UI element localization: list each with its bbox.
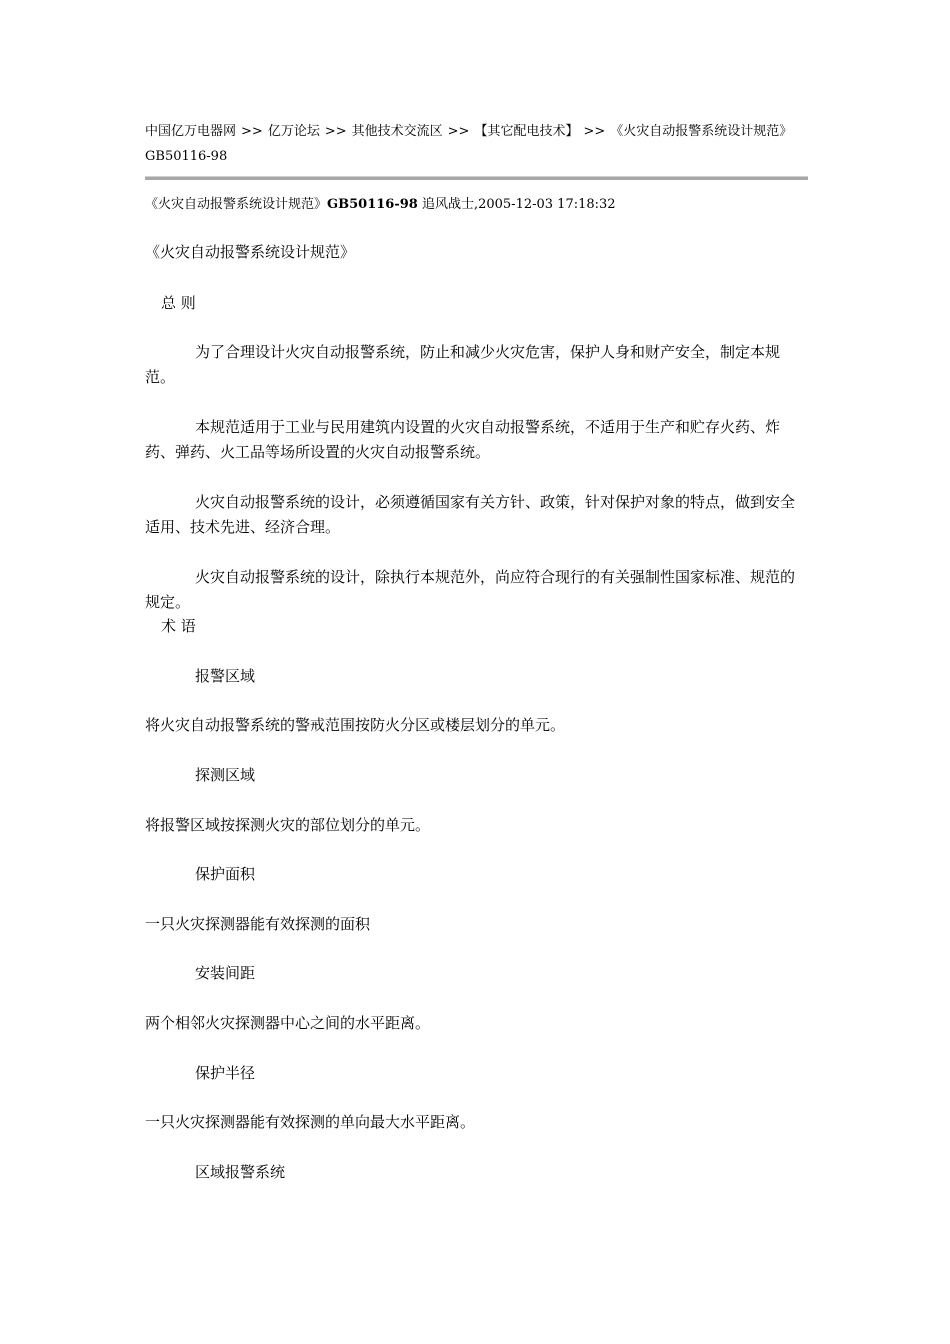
term-definition: 一只火灾探测器能有效探测的单向最大水平距离。 bbox=[145, 1113, 476, 1131]
term-heading: 探测区域 bbox=[195, 766, 256, 784]
term-definition: 将报警区域按探测火灾的部位划分的单元。 bbox=[145, 816, 431, 834]
doc-title: 《火灾自动报警系统设计规范》 bbox=[145, 243, 356, 261]
term-heading: 保护半径 bbox=[195, 1064, 256, 1082]
paragraph-4: 火灾自动报警系统的设计，除执行本规范外，尚应符合现行的有关强制性国家标准、规范的规定。 bbox=[145, 568, 796, 611]
breadcrumb-board-link[interactable]: 其他技术交流区 bbox=[351, 124, 443, 139]
breadcrumb-separator: >> bbox=[324, 124, 347, 139]
term-heading: 保护面积 bbox=[195, 865, 256, 883]
post-title-prefix: 《火灾自动报警系统设计规范》 bbox=[145, 197, 328, 212]
post-title-code: GB50116-98 bbox=[327, 197, 418, 212]
breadcrumb bbox=[145, 119, 808, 169]
header-divider bbox=[145, 176, 808, 180]
breadcrumb-separator: >> bbox=[583, 124, 606, 139]
term-definition: 一只火灾探测器能有效探测的面积 bbox=[145, 915, 371, 933]
paragraph-3: 火灾自动报警系统的设计，必须遵循国家有关方针、政策，针对保护对象的特点，做到安全适用、技术先进、经济合理。 bbox=[145, 493, 796, 536]
section-heading-terms: 术 语 bbox=[161, 617, 196, 635]
term-definition: 两个相邻火灾探测器中心之间的水平距离。 bbox=[145, 1014, 431, 1032]
breadcrumb-topic-link[interactable]: 《火灾自动报警系统设计规范》GB50116-98 bbox=[145, 124, 793, 164]
term-heading: 区域报警系统 bbox=[195, 1163, 286, 1181]
term-heading: 报警区域 bbox=[195, 667, 256, 685]
section-heading-general: 总 则 bbox=[161, 294, 196, 312]
breadcrumb-forum-link[interactable]: 亿万论坛 bbox=[267, 124, 320, 139]
term-definition: 将火灾自动报警系统的警戒范围按防火分区或楼层划分的单元。 bbox=[145, 716, 566, 734]
paragraph-1: 为了合理设计火灾自动报警系统，防止和减少火灾危害，保护人身和财产安全，制定本规范。 bbox=[145, 343, 781, 386]
post-author-time: 追风战士,2005-12-03 17:18:32 bbox=[421, 197, 616, 212]
breadcrumb-home-link[interactable]: 中国亿万电器网 bbox=[145, 124, 237, 139]
breadcrumb-subboard-link[interactable]: 【其它配电技术】 bbox=[474, 124, 579, 139]
term-heading: 安装间距 bbox=[195, 964, 256, 982]
paragraph-2: 本规范适用于工业与民用建筑内设置的火灾自动报警系统，不适用于生产和贮存火药、炸药、弹药、火工品等场所设置的火灾自动报警系统。 bbox=[145, 418, 781, 461]
breadcrumb-separator: >> bbox=[241, 124, 263, 139]
breadcrumb-separator: >> bbox=[447, 124, 470, 139]
post-header bbox=[145, 193, 808, 217]
